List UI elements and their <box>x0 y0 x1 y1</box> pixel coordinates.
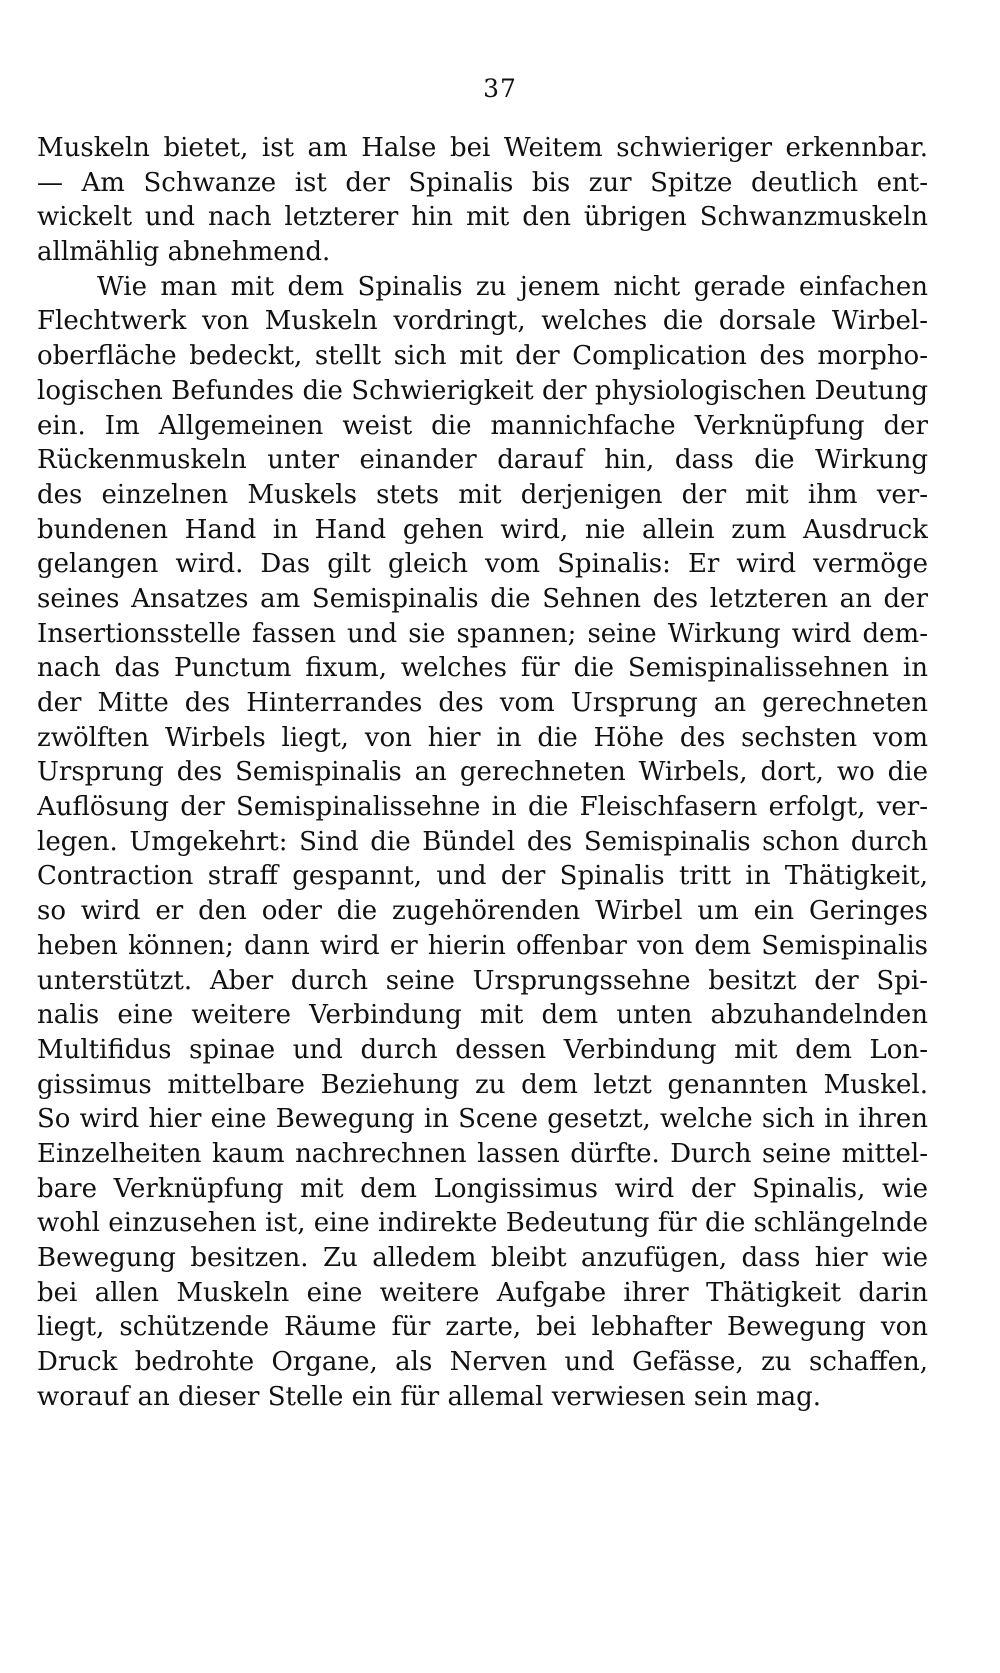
text-line: — Am Schwanze ist der Spinalis bis zur Spitze deutlich ent- <box>37 167 928 198</box>
text-line: oberfläche bedeckt, stellt sich mit der Complication des morpho- <box>37 341 928 372</box>
text-line: seines Ansatzes am Semispinalis die Sehnen des letzteren an der <box>37 583 928 614</box>
text-line: wickelt und nach letzterer hin mit den übrigen Schwanzmuskeln <box>37 202 928 233</box>
text-line: bei allen Muskeln eine weitere Aufgabe ihrer Thätigkeit darin <box>37 1277 928 1308</box>
text-line: Rückenmuskeln unter einander darauf hin, dass die Wirkung <box>37 445 928 476</box>
text-line: bundenen Hand in Hand gehen wird, nie allein zum Ausdruck <box>37 514 928 545</box>
text-line: nach das Punctum fixum, welches für die Semispinalissehnen in <box>37 653 928 684</box>
text-line: Flechtwerk von Muskeln vordringt, welches die dorsale Wirbel- <box>37 306 928 337</box>
text-line: gissimus mittelbare Beziehung zu dem letzt genannten Muskel. <box>37 1069 928 1100</box>
text-line: Ursprung des Semispinalis an gerechneten Wirbels, dort, wo die <box>37 757 928 788</box>
text-line: Muskeln bietet, ist am Halse bei Weitem schwieriger erkennbar. <box>37 133 928 163</box>
text-line: des einzelnen Muskels stets mit derjenigen der mit ihm ver- <box>37 479 928 510</box>
text-line: Druck bedrohte Organe, als Nerven und Gefässe, zu schaffen, <box>37 1347 928 1378</box>
text-line: worauf an dieser Stelle ein für allemal verwiesen sein mag. <box>37 1381 822 1412</box>
page-number: 37 <box>483 74 517 103</box>
text-line: Contraction straff gespannt, und der Spinalis tritt in Thätigkeit, <box>37 861 928 892</box>
text-line: gelangen wird. Das gilt gleich vom Spinalis: Er wird vermöge <box>37 549 928 580</box>
text-line: liegt, schützende Räume für zarte, bei lebhafter Bewegung von <box>37 1312 928 1343</box>
text-line: Multifidus spinae und durch dessen Verbindung mit dem Lon- <box>37 1034 928 1065</box>
text-line: Wie man mit dem Spinalis zu jenem nicht gerade einfachen <box>97 271 928 302</box>
text-line: So wird hier eine Bewegung in Scene gesetzt, welche sich in ihren <box>37 1104 928 1135</box>
text-line: ein. Im Allgemeinen weist die mannichfache Verknüpfung der <box>37 410 928 441</box>
text-line: Auflösung der Semispinalissehne in die Fleischfasern erfolgt, ver- <box>37 792 928 823</box>
body-text <box>37 131 928 1414</box>
text-line: heben können; dann wird er hierin offenbar von dem Semispinalis <box>37 930 928 961</box>
text-line: nalis eine weitere Verbindung mit dem unten abzuhandelnden <box>37 1000 928 1031</box>
text-line: allmählig abnehmend. <box>37 237 331 268</box>
text-line: zwölften Wirbels liegt, von hier in die Höhe des sechsten vom <box>37 722 928 753</box>
text-line: bare Verknüpfung mit dem Longissimus wird der Spinalis, wie <box>37 1173 928 1204</box>
text-line: wohl einzusehen ist, eine indirekte Bedeutung für die schlängelnde <box>37 1208 928 1239</box>
text-line: logischen Befundes die Schwierigkeit der physiologischen Deutung <box>37 375 928 406</box>
text-line: der Mitte des Hinterrandes des vom Ursprung an gerechneten <box>37 688 928 718</box>
text-line: Bewegung besitzen. Zu alledem bleibt anzufügen, dass hier wie <box>37 1243 928 1273</box>
text-line: Einzelheiten kaum nachrechnen lassen dürfte. Durch seine mittel- <box>37 1138 928 1169</box>
text-line: legen. Umgekehrt: Sind die Bündel des Semispinalis schon durch <box>37 826 928 857</box>
text-line: unterstützt. Aber durch seine Ursprungssehne besitzt der Spi- <box>37 965 928 996</box>
text-line: so wird er den oder die zugehörenden Wirbel um ein Geringes <box>37 896 928 927</box>
text-line: Insertionsstelle fassen und sie spannen; seine Wirkung wird dem- <box>37 618 928 649</box>
